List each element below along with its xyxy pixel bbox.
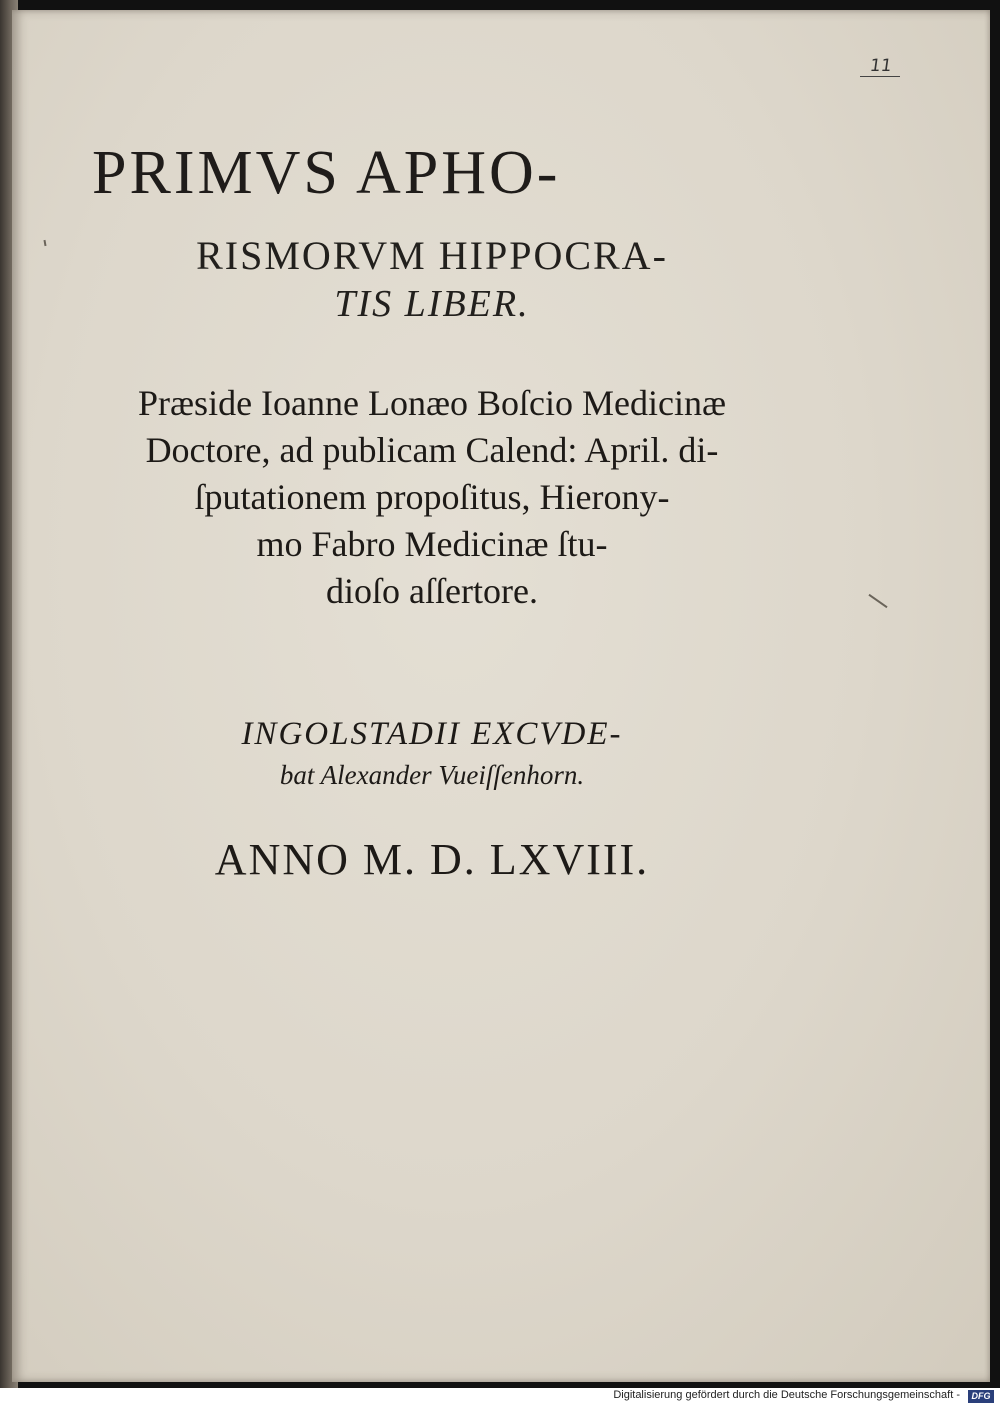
- publication-year: ANNO M. D. LXVIII.: [214, 835, 650, 884]
- dedication-paragraph: [82, 380, 782, 615]
- title-page: [12, 10, 990, 1382]
- title-line-1: PRIMVS APHO-: [92, 139, 561, 207]
- folio-underline: [860, 76, 900, 77]
- title-line-3: TIS LIBER.: [334, 283, 530, 325]
- paper-mark: [868, 594, 887, 608]
- body-line: mo Fabro Medicinæ ſtu-: [256, 524, 608, 564]
- title-line-2: RISMORVM HIPPOCRA-: [196, 233, 668, 278]
- imprint-line-1: INGOLSTADII EXCVDE-: [241, 716, 623, 752]
- body-line: Doctore, ad publicam Calend: April. di-: [145, 430, 719, 470]
- imprint-line-2: bat Alexander Vueiſſenhorn.: [279, 760, 585, 790]
- body-line: dioſo aſſertore.: [326, 571, 538, 611]
- body-line: Præside Ioanne Lonæo Boſcio Medicinæ: [138, 383, 726, 423]
- dfg-logo: DFG: [968, 1390, 994, 1403]
- paper-mark: [43, 240, 46, 246]
- footer-bar: [0, 1388, 1000, 1406]
- footer-credit: Digitalisierung gefördert durch die Deutsche Forschungsgemeinschaft -: [613, 1389, 960, 1401]
- folio-number: 11: [868, 56, 894, 76]
- body-line: ſputationem propoſitus, Hierony-: [194, 477, 670, 517]
